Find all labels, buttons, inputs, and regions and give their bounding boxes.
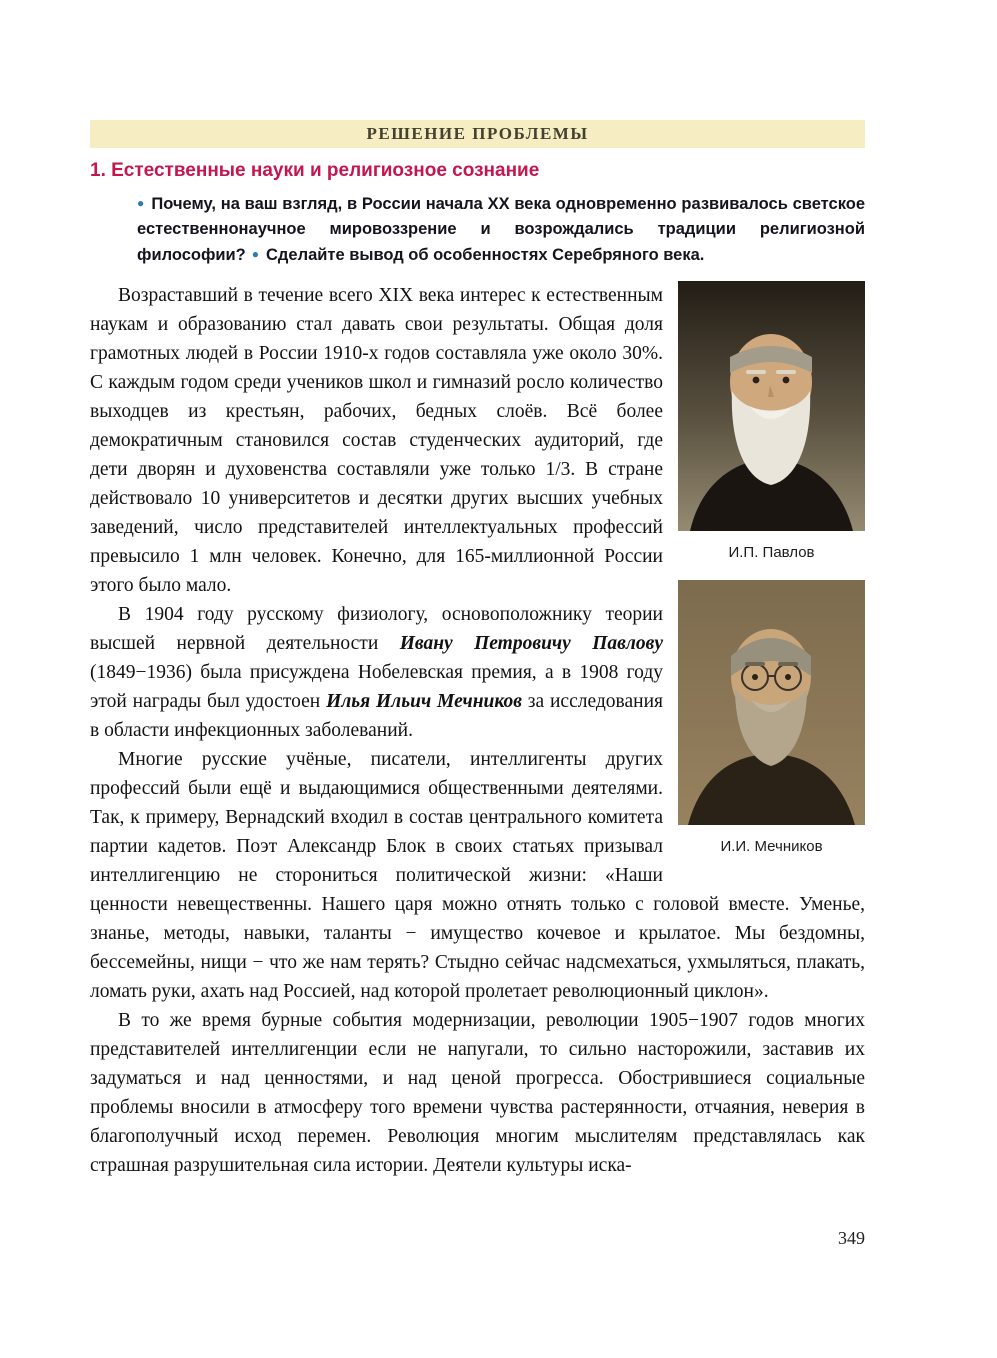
figure-mechnikov xyxy=(678,580,865,861)
text-segment: Илья Ильич Мечников xyxy=(326,691,522,712)
section-banner-title: РЕШЕНИЕ ПРОБЛЕМЫ xyxy=(366,124,589,143)
text-segment: за исследования в области инфекционных заболеваний. xyxy=(90,691,663,741)
question-text-1: Почему, на ваш взгляд, в России начала XX века одновременно развивалось светское естественнонаучное мировоззрение и возрождались традиции религиозной философии? xyxy=(137,195,866,264)
page-content xyxy=(90,120,865,1180)
body-paragraph xyxy=(90,1006,865,1180)
text-segment: (1849−1936) была присуждена Нобелевская премия, а в 1908 году этой награды был удостоен xyxy=(90,662,663,712)
section-banner xyxy=(90,120,865,148)
body-text xyxy=(90,281,865,1180)
figure-caption-mechnikov: И.И. Мечников xyxy=(720,838,823,855)
figure-pavlov xyxy=(678,281,865,567)
bullet-icon: ● xyxy=(137,196,145,210)
section-heading: 1. Естественные науки и религиозное сознание xyxy=(90,160,540,181)
text-segment: Многие русские учёные, писатели, интеллигенты других профессий были ещё и выдающимися общественными деятелями. Так, к примеру, Вернадский входил в состав центрального комитета партии кадетов. Поэт Александр Блок в своих статьях призывал интеллигенцию не сторониться политической жизни: «Наши ценности невещественны. Нашего царя можно отнять только с головой вместе. Уменье, знанье, методы, навыки, таланты − имущество кочевое и крылатое. Мы бездомны, бессемейны, нищи − что же нам терять? Стыдно сейчас надсмехаться, ухмыляться, плакать, ломать руки, ахать над Россией, над которой пролетает революционный циклон». xyxy=(90,749,865,1002)
portrait-pavlov-photo xyxy=(678,281,865,531)
question-block xyxy=(90,191,865,268)
figure-caption-pavlov: И.П. Павлов xyxy=(728,544,815,561)
question-text-2: Сделайте вывод об особенностях Серебряного века. xyxy=(266,246,705,264)
figure-column xyxy=(678,281,865,874)
text-segment: Ивану Петровичу Павлову xyxy=(399,633,663,654)
text-segment: В то же время бурные события модернизации, революции 1905−1907 годов многих представителей интеллигенции если не напугали, то сильно насторожили, заставив их задуматься и над ценностями, и над ценой прогресса. Обострившиеся социальные проблемы вносили в атмосферу того времени чувства растерянности, отчаяния, неверия в благополучный исход перемен. Революция многим мыслителям представлялась как страшная разрушительная сила истории. Деятели культуры иска- xyxy=(90,1010,865,1176)
text-segment: Возраставший в течение всего XIX века интерес к естественным наукам и образованию стал давать свои результаты. Общая доля грамотных людей в России 1910-х годов составляла уже около 30%. С каждым годом среди учеников школ и гимназий росло количество выходцев из крестьян, рабочих, бедных слоёв. Всё более демократичным становился состав студенческих аудиторий, где дети дворян и духовенства составляли уже только 1/3. В стране действовало 10 университетов и десятки других высших учебных заведений, число представителей интеллектуальных профессий превысило 1 млн человек. Конечно, для 165-миллионной России этого было мало. xyxy=(90,285,663,596)
bullet-icon: ● xyxy=(251,247,260,261)
page-number: 349 xyxy=(838,1228,865,1248)
portrait-mechnikov-photo xyxy=(678,580,865,825)
text-segment: В 1904 году русскому физиологу, основоположнику теории высшей нервной деятельности xyxy=(90,604,663,654)
